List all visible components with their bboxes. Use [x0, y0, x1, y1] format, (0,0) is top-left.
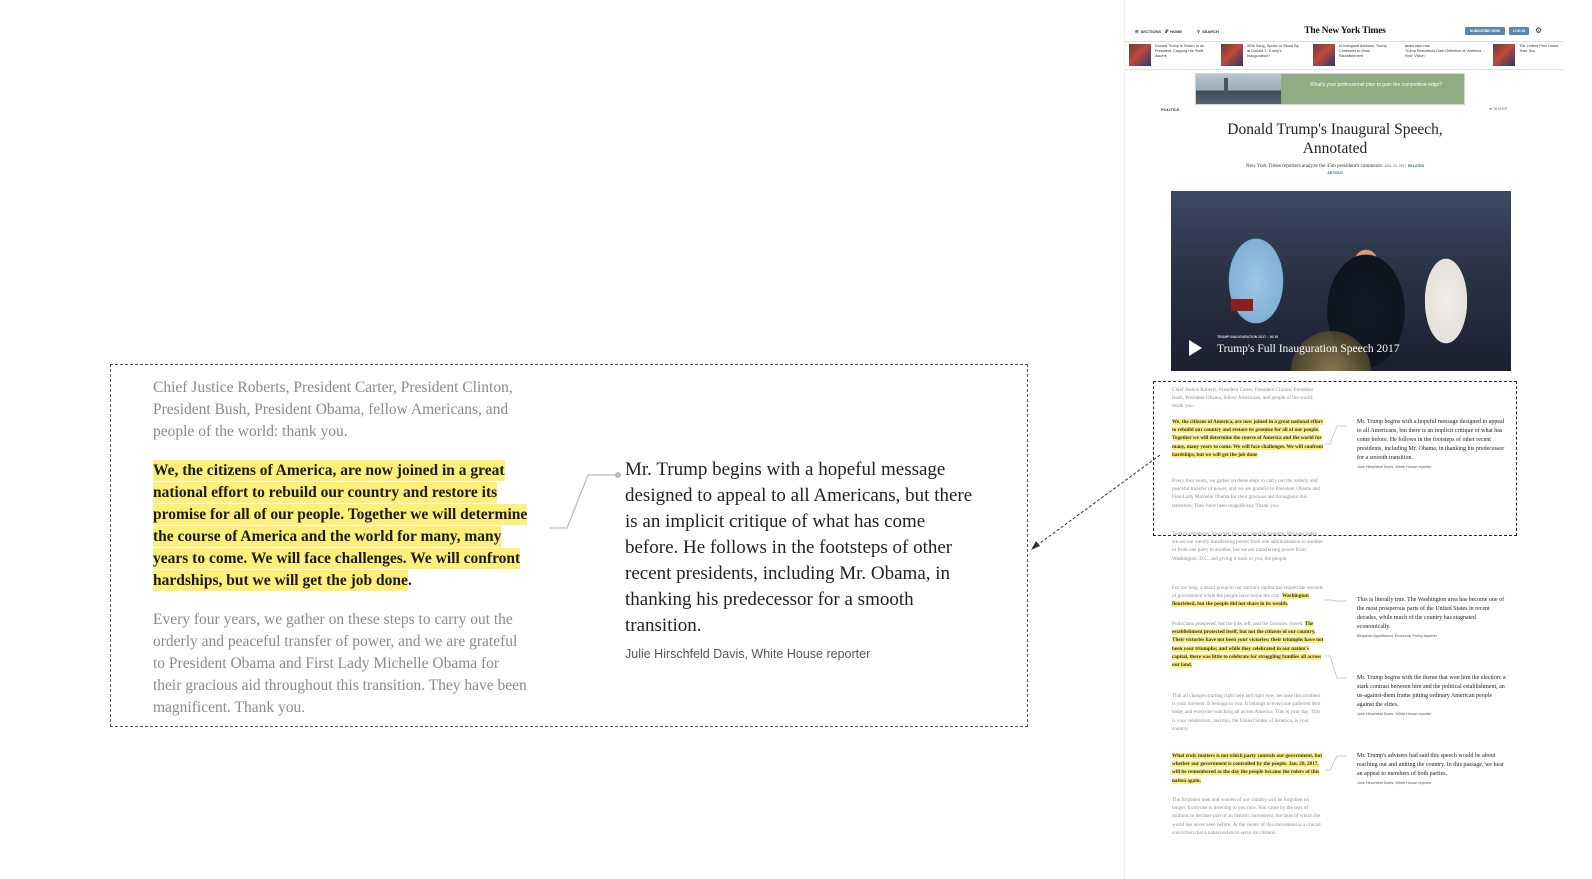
search-label: SEARCH	[1201, 29, 1219, 34]
article-date: JAN. 20, 2017	[1384, 164, 1407, 168]
summary-text: New York Times reporters analyze the 45th president's comments.	[1245, 163, 1384, 169]
video-title: Trump's Full Inauguration Speech 2017	[1217, 343, 1400, 355]
mini-annotation-byline: Julie Hirschfeld Davis, White House reporter	[1357, 781, 1432, 785]
nyt-logo[interactable]: The New York Times	[1304, 26, 1386, 36]
zoom-callout	[110, 364, 1028, 727]
mini-annotation-text: Mr. Trump's advisers had said this speech would be about reaching out and uniting the country. In this passage, we hear an appeal to members of both parties.	[1357, 753, 1504, 777]
focus-arrow-head	[1031, 541, 1040, 550]
strip-story-title: In Inaugural Address, Trump Continues to Shun Establishment	[1339, 44, 1387, 58]
login-button[interactable]: LOG IN	[1509, 27, 1529, 35]
strip-kicker: NEWS ANALYSIS	[1405, 44, 1430, 48]
share-label: SHARE	[1493, 106, 1508, 111]
speech-paragraph-intro: Chief Justice Roberts, President Carter, President Clinton, President Bush, President Obama, fellow Americans, and people of the world: thank you.	[153, 379, 513, 440]
zoom-annotation	[625, 457, 975, 661]
strip-story-title: Who Sang, Spoke or Stood By at Donald J. Trump's Inauguration?	[1247, 44, 1299, 58]
share-icon: ➦	[1489, 106, 1494, 111]
mini-text: For too long, a small group in our nation's capital has reaped the rewards of government while the people have borne the cost.	[1172, 585, 1324, 600]
mini-annotation-text: Mr. Trump begins with the theme that won him the election: a stark contrast between him and the political establishment, an us-against-them frame pitting ordinary American people against the elites.	[1357, 675, 1506, 708]
mini-connectors	[1125, 0, 1564, 879]
mini-annotation-text: This is literally true. The Washington area has become one of the most prosperous parts of the United States in recent decades, while much of the country has stagnated economically.	[1357, 597, 1505, 630]
menu-icon: ☰	[1135, 29, 1139, 34]
annotation-text: Mr. Trump begins with a hopeful message designed to appeal to all Americans, but there is an implicit critique of what has come before. He follows in the footsteps of other recent presidents, including Mr. Obama, in thanking his predecessor for a smooth transition.	[625, 459, 973, 636]
highlight-mark[interactable]: We, the citizens of America, are now joined in a great national effort to rebuild our country and restore its promise for all of our people. Together we will determine the course of America and the world for many, many years to come. We will face challenges. We will confront hardships, but we will get the job done	[153, 462, 528, 589]
subscribe-button[interactable]: SUBSCRIBE NOW	[1465, 27, 1505, 35]
sections-label: SECTIONS	[1140, 29, 1162, 34]
mini-highlight-mark[interactable]: The establishment protected itself, but not the citizens of our country. Their victories have not been your victories; their triumphs have not been your triumphs; and while they celebrated in our nation's capital, there was little to celebrate for struggling families all across our land.	[1172, 621, 1324, 669]
speech-highlight[interactable]	[153, 460, 528, 592]
mini-connector	[1325, 426, 1347, 444]
video-kicker: TRUMP INAUGURATION 2017 · 16:19	[1217, 335, 1279, 339]
mini-paragraph: That all changes starting right here and right now, because this moment is your moment. It belongs to you. It belongs to everyone gathered here today and everyone watching all across America. This is your day. This is your celebration, and this, the United States of America, is your country.	[1172, 693, 1321, 732]
mini-annotation-byline: Binyamin Appelbaum, Economic Policy reporter	[1357, 634, 1437, 638]
mini-annotation-byline: Julie Hirschfeld Davis, White House reporter	[1357, 712, 1432, 716]
mini-highlight-mark[interactable]: What truly matters is not which party controls our government, but whether our government is controlled by the people. Jan. 20, 2017, will be remembered as the day the people became the rulers of this nation again.	[1172, 753, 1323, 784]
annotation-byline: Julie Hirschfeld Davis, White House reporter	[625, 647, 871, 661]
mini-highlight-mark[interactable]: We, the citizens of America, are now joined in a great national effort to rebuild our country and restore its promise for all of our people. Together we will determine the course of America and the world for many, many years to come. We will face challenges. We will confront hardships, but we will get the job done	[1172, 419, 1324, 458]
mini-paragraph: Today's ceremony, however, has very special meaning. Because today we are not merely transferring power from one administration to another or from one party to another, but we are transferring power from Washington, D.C. and giving it back to you, the people.	[1172, 531, 1323, 562]
mini-highlight-mark[interactable]: Washington flourished, but the people did not share in its wealth.	[1172, 593, 1309, 608]
gear-icon[interactable]: ⚙	[1535, 26, 1543, 35]
mini-text: Politicians prospered, but the jobs left, and the factories closed.	[1172, 621, 1304, 627]
related-article-link[interactable]: RELATED ARTICLE	[1327, 164, 1425, 175]
section-label[interactable]: POLITICS	[1161, 107, 1180, 112]
article-headline: Donald Trump's Inaugural Speech, Annotated	[1227, 121, 1443, 157]
mini-annotation-byline: Julie Hirschfeld Davis, White House reporter	[1357, 465, 1432, 469]
ad-text: What's your professional plan to gain the competitive edge?	[1309, 82, 1443, 88]
mini-connector	[1325, 656, 1347, 678]
nyt-article-page	[1124, 0, 1564, 879]
speech-paragraph-after: Every four years, we gather on these steps to carry out the orderly and peaceful transfer of power, and we are grateful to President Obama and First Lady Michelle Obama for their gracious aid throughout this transition. They have been magnificent. Thank you.	[153, 611, 527, 716]
mini-connector	[1325, 756, 1347, 770]
strip-story-title: Trump Resurrects Dark Definition of 'America First' Vision	[1405, 49, 1482, 58]
home-label: HOME	[1170, 29, 1183, 34]
mini-connector	[1325, 600, 1347, 601]
mini-paragraph: The forgotten men and women of our country will be forgotten no longer. Everyone is listening to you now. You came by the tens of millions to become part of an historic movement, the likes of which the world has never seen before. At the center of this movement is a crucial conviction that a nation exists to serve its citizens.	[1172, 797, 1321, 836]
strip-story-title: Donald Trump Is Sworn In as President, Capping His Swift Ascent	[1155, 44, 1204, 58]
mini-annotation-text: Mr. Trump begins with a hopeful message designed to appeal to all Americans, but there is an implicit critique of what has come before. He follows in the footsteps of other recent presidents, including Mr. Obama, in thanking his predecessor for a smooth transition.	[1357, 419, 1505, 461]
strip-story-title: The Letters Pres Leave Their Suc	[1519, 44, 1559, 53]
mini-paragraph: Every four years, we gather on these steps to carry out the orderly and peaceful transfer of power, and we are grateful to President Obama and First Lady Michelle Obama for their gracious aid throughout this transition. They have been magnificent. Thank you.	[1172, 478, 1320, 509]
highlight-end: .	[407, 572, 412, 589]
search-icon: ⚲	[1197, 29, 1200, 34]
zoom-speech-column	[153, 377, 528, 736]
mini-paragraph: Chief Justice Roberts, President Carter, President Clinton, President Bush, President Obama, fellow Americans, and people of the world: thank you.	[1172, 387, 1314, 410]
home-icon: 𝓣	[1165, 29, 1169, 34]
